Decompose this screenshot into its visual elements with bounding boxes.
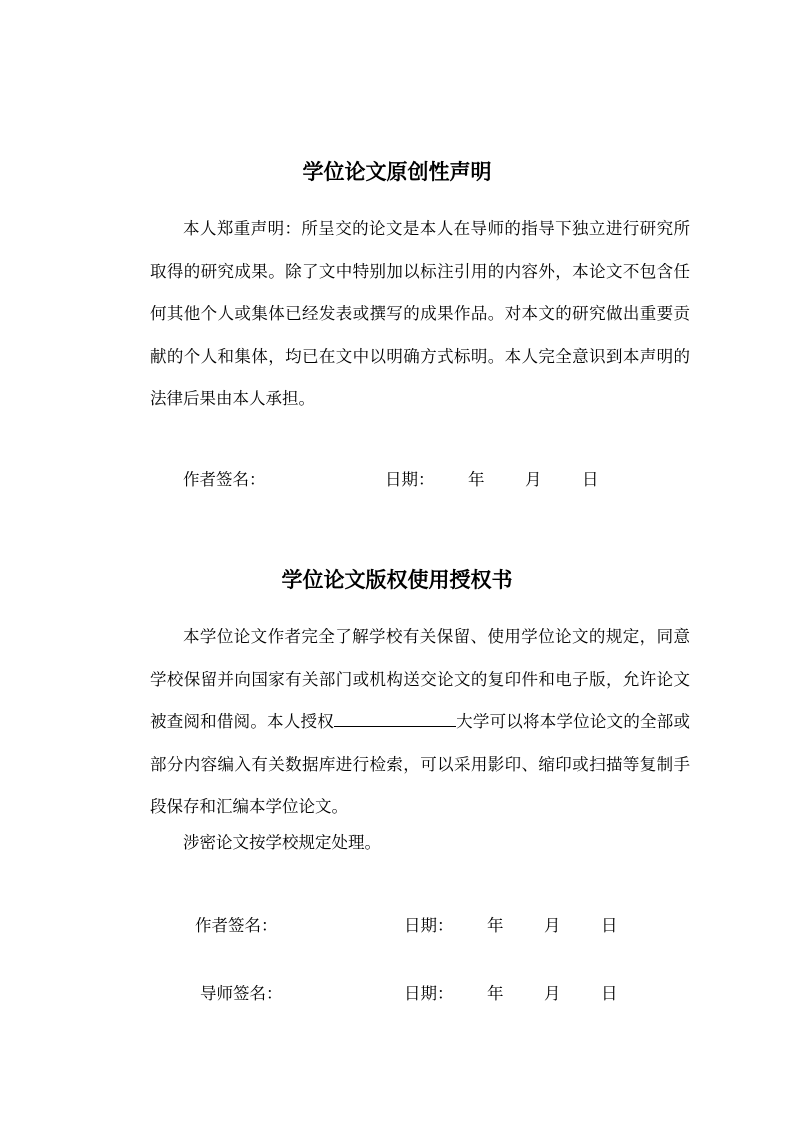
secret-thesis-note: 涉密论文按学校规定处理。 bbox=[183, 833, 381, 852]
authorization-author-signature-label: 作者签名： bbox=[195, 916, 278, 935]
declaration-author-signature-label: 作者签名： bbox=[183, 470, 266, 489]
declaration-day-label: 日 bbox=[582, 470, 599, 489]
authorization-title: 学位论文版权使用授权书 bbox=[281, 567, 513, 592]
authorization-body bbox=[150, 616, 690, 829]
declaration-title: 学位论文原创性声明 bbox=[302, 159, 492, 184]
university-name-blank[interactable] bbox=[334, 710, 456, 727]
authorization-author-year-label: 年 bbox=[487, 916, 504, 935]
advisor-year-label: 年 bbox=[487, 984, 504, 1003]
authorization-author-day-label: 日 bbox=[601, 916, 618, 935]
advisor-date-label: 日期： bbox=[404, 984, 454, 1003]
declaration-body: 本人郑重声明：所呈交的论文是本人在导师的指导下独立进行研究所取得的研究成果。除了文中特别加以标注引用的内容外，本论文不包含任何其他个人或集体已经发表或撰写的成果作品。对本文的研究做出重要贡献的个人和集体，均已在文中以明确方式标明。本人完全意识到本声明的法律后果由本人承担。 bbox=[150, 219, 690, 408]
authorization-body-before-blank: 本学位论文作者完全了解学校有关保留、使用学位论文的规定，同意学校保留并向国家有关部门或机构送交论文的复印件和电子版，允许论文被查阅和借阅。本人授权 bbox=[150, 627, 690, 731]
authorization-body-after-blank: 大学可以将本学位论文的全部或部分内容编入有关数据库进行检索，可以采用影印、缩印或扫描等复制手段保存和汇编本学位论文。 bbox=[150, 712, 691, 816]
advisor-signature-label: 导师签名： bbox=[200, 984, 283, 1003]
advisor-month-label: 月 bbox=[544, 984, 561, 1003]
authorization-author-date-label: 日期： bbox=[404, 916, 454, 935]
declaration-date-label: 日期： bbox=[385, 470, 435, 489]
declaration-year-label: 年 bbox=[468, 470, 485, 489]
authorization-author-month-label: 月 bbox=[544, 916, 561, 935]
advisor-day-label: 日 bbox=[601, 984, 618, 1003]
declaration-month-label: 月 bbox=[525, 470, 542, 489]
